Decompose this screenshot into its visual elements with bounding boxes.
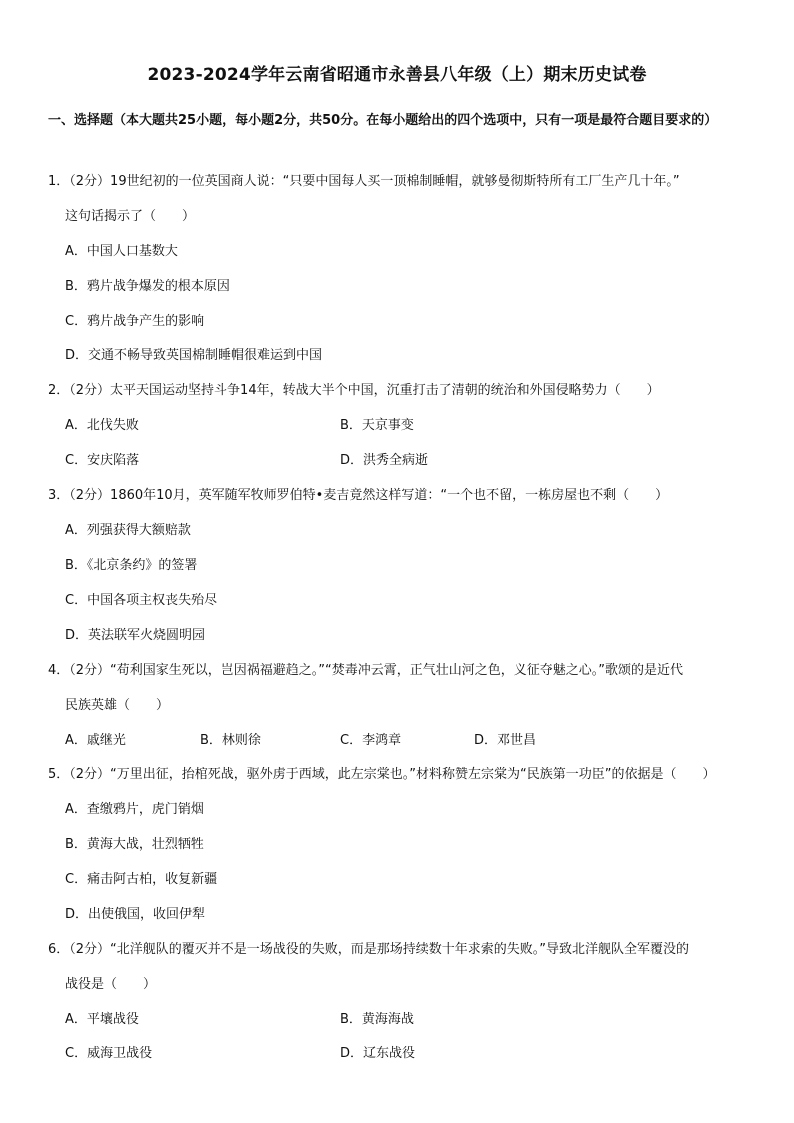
section-heading: 一、选择题（本大题共25小题，每小题2分，共50分。在每小题给出的四个选项中，只有一项是最符合题目要求的）: [48, 113, 718, 128]
question-6-stem-continued: 战役是（ ）: [65, 977, 157, 992]
question-4-option-d: D．邓世昌: [474, 733, 537, 748]
question-4-option-b: B．林则徐: [200, 733, 261, 748]
question-2-stem: 2．（2分）太平天国运动坚持斗争14年，转战大半个中国，沉重打击了清朝的统治和外国侵略势力（ ）: [48, 383, 660, 398]
question-6-option-b: B．黄海海战: [340, 1012, 414, 1027]
question-4-stem-continued: 民族英雄（ ）: [65, 698, 170, 713]
question-3-option-a: A．列强获得大额赔款: [65, 523, 191, 538]
exam-title: 2023-2024学年云南省昭通市永善县八年级（上）期末历史试卷: [147, 65, 647, 85]
question-6-option-d: D．辽东战役: [340, 1046, 416, 1061]
question-5-stem: 5．（2分）“万里出征，抬棺死战，驱外虏于西域，此左宗棠也。”材料称赞左宗棠为“民族第一功臣”的依据是（ ）: [48, 767, 716, 782]
question-3-option-c: C．中国各项主权丧失殆尽: [65, 593, 218, 608]
question-1-stem-continued: 这句话揭示了（ ）: [65, 209, 196, 224]
question-2-option-b: B．天京事变: [340, 418, 414, 433]
question-3-stem: 3．（2分）1860年10月，英军随军牧师罗伯特•麦吉竟然这样写道：“一个也不留，一栋房屋也不剩（ ）: [48, 488, 669, 503]
question-1-stem: 1．（2分）19世纪初的一位英国商人说：“只要中国每人买一顶棉制睡帽，就够曼彻斯特所有工厂生产几十年。”: [48, 174, 680, 189]
question-3-option-b: B．《北京条约》的签署: [65, 558, 198, 573]
question-5-option-a: A．查缴鸦片，虎门销烟: [65, 802, 204, 817]
question-4-option-c: C．李鸿章: [340, 733, 402, 748]
question-2-option-a: A．北伐失败: [65, 418, 139, 433]
question-1-option-d: D．交通不畅导致英国棉制睡帽很难运到中国: [65, 348, 323, 363]
question-1-option-a: A．中国人口基数大: [65, 244, 178, 259]
question-6-stem: 6．（2分）“北洋舰队的覆灭并不是一场战役的失败，而是那场持续数十年求索的失败。”导致北洋舰队全军覆没的: [48, 942, 690, 957]
question-5-option-d: D．出使俄国，收回伊犁: [65, 907, 206, 922]
question-4-option-a: A．戚继光: [65, 733, 126, 748]
question-4-stem: 4．（2分）“苟利国家生死以，岂因祸福避趋之。”“焚毒冲云霄，正气壮山河之色，义征夺魅之心。”歌颂的是近代: [48, 663, 683, 678]
question-5-option-c: C．痛击阿古柏，收复新疆: [65, 872, 218, 887]
question-1-option-b: B．鸦片战争爆发的根本原因: [65, 279, 230, 294]
question-6-option-c: C．威海卫战役: [65, 1046, 153, 1061]
question-3-option-d: D．英法联军火烧圆明园: [65, 628, 206, 643]
question-2-option-d: D．洪秀全病逝: [340, 453, 429, 468]
question-1-option-c: C．鸦片战争产生的影响: [65, 314, 205, 329]
question-5-option-b: B．黄海大战，壮烈牺牲: [65, 837, 204, 852]
question-2-option-c: C．安庆陷落: [65, 453, 140, 468]
question-6-option-a: A．平壤战役: [65, 1012, 139, 1027]
